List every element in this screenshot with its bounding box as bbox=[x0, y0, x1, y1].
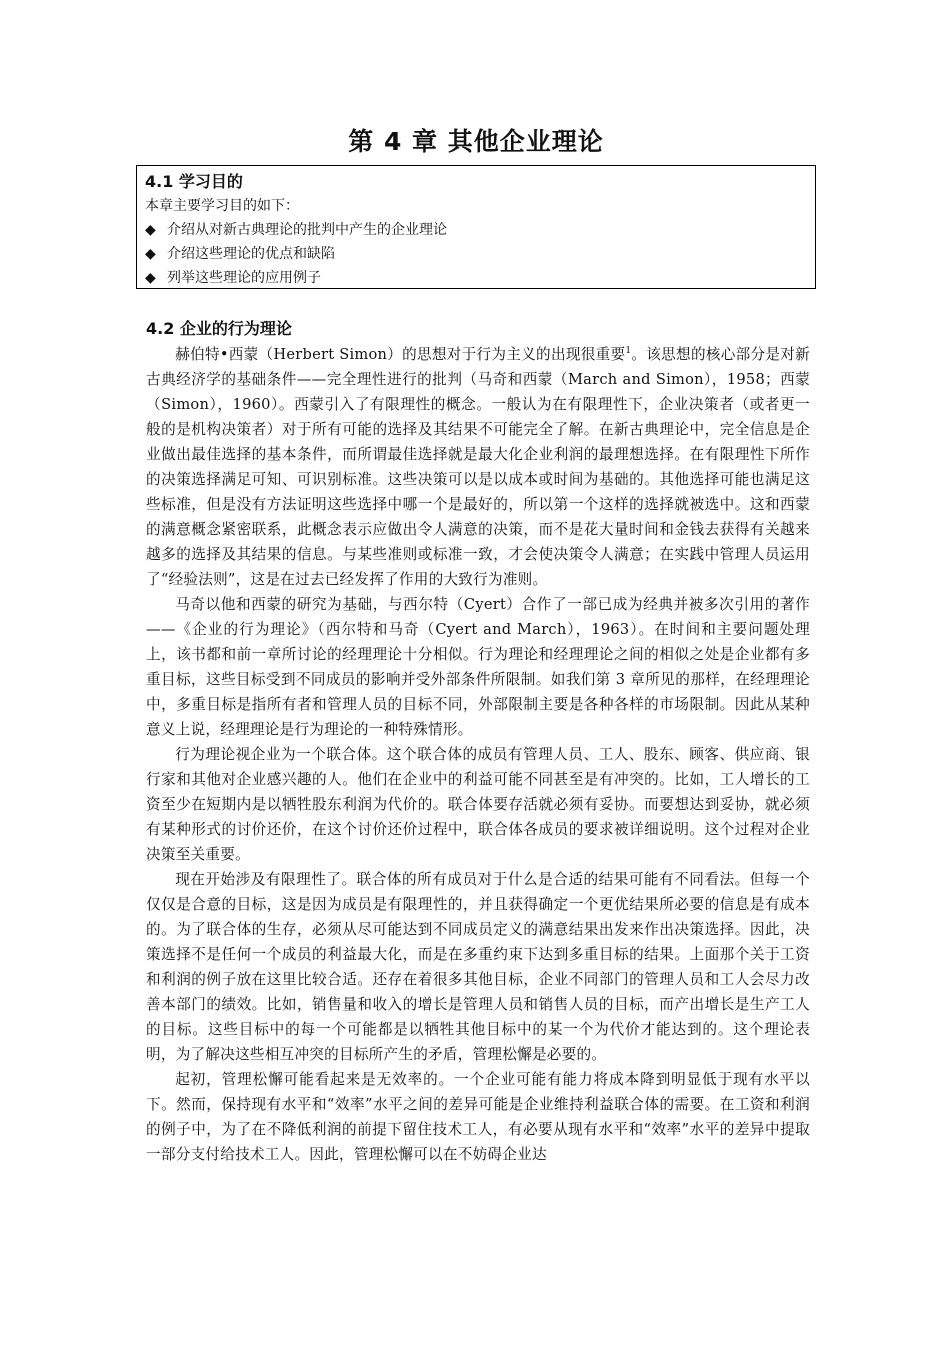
objective-item bbox=[145, 218, 807, 242]
paragraph bbox=[146, 342, 810, 592]
paragraph: 现在开始涉及有限理性了。联合体的所有成员对于什么是合适的结果可能有不同看法。但每一个仅仅是合意的目标，这是因为成员是有限理性的，并且获得确定一个更优结果所必要的信息是有成本的。为了联合体的生存，必须从尽可能达到不同成员定义的满意结果出发来作出决策选择。因此，决策选择不是任何一个成员的利益最大化，而是在多重约束下达到多重目标的结果。上面那个关于工资和利润的例子放在这里比较合适。还存在着很多其他目标，企业不同部门的管理人员和工人会尽力改善本部门的绩效。比如，销售量和收入的增长是管理人员和销售人员的目标，而产出增长是生产工人的目标。这些目标中的每一个可能都是以牺牲其他目标中的某一个为代价才能达到的。这个理论表明，为了解决这些相互冲突的目标所产生的矛盾，管理松懈是必要的。 bbox=[146, 871, 810, 1063]
objective-text: 介绍这些理论的优点和缺陷 bbox=[167, 246, 335, 262]
objective-text: 列举这些理论的应用例子 bbox=[167, 270, 321, 286]
objectives-heading: 4.1 学习目的 bbox=[145, 172, 243, 191]
diamond-bullet-icon: ◆ bbox=[145, 222, 156, 238]
objective-item bbox=[145, 242, 807, 266]
learning-objectives-box bbox=[136, 165, 816, 289]
paragraph: 行为理论视企业为一个联合体。这个联合体的成员有管理人员、工人、股东、顾客、供应商、银行家和其他对企业感兴趣的人。他们在企业中的利益可能不同甚至是有冲突的。比如，工人增长的工资至少在短期内是以牺牲股东利润为代价的。联合体要存活就必须有妥协。而要想达到妥协，就必须有某种形式的讨价还价，在这个讨价还价过程中，联合体各成员的要求被详细说明。这个过程对企业决策至关重要。 bbox=[146, 746, 810, 863]
paragraph: 马奇以他和西蒙的研究为基础，与西尔特（Cyert）合作了一部已成为经典并被多次引用的著作——《企业的行为理论》（西尔特和马奇（Cyert and March），1963）。在时间和主要问题处理上，该书都和前一章所讨论的经理理论十分相似。行为理论和经理理论之间的相似之处是企业都有多重目标，这些目标受到不同成员的影响并受外部条件所限制。如我们第 3 章所见的那样，在经理理论中，多重目标是指所有者和管理人员的目标不同，外部限制主要是各种各样的市场限制。因此从某种意义上说，经理理论是行为理论的一种特殊情形。 bbox=[146, 596, 810, 738]
paragraph-text: 赫伯特•西蒙（Herbert Simon）的思想对于行为主义的出现很重要 bbox=[175, 346, 626, 363]
diamond-bullet-icon: ◆ bbox=[145, 246, 156, 262]
diamond-bullet-icon: ◆ bbox=[145, 270, 156, 286]
paragraph: 起初，管理松懈可能看起来是无效率的。一个企业可能有能力将成本降到明显低于现有水平以下。然而，保持现有水平和“效率”水平之间的差异可能是企业维持利益联合体的需要。在工资和利润的例子中，为了在不降低利润的前提下留住技术工人，有必要从现有水平和“效率”水平的差异中提取一部分支付给技术工人。因此，管理松懈可以在不妨碍企业达 bbox=[146, 1071, 810, 1163]
footnote-marker[interactable]: 1 bbox=[625, 346, 632, 357]
section-behavioral-theory bbox=[146, 316, 810, 1167]
objective-item bbox=[145, 266, 807, 290]
paragraph-text: 。该思想的核心部分是对新古典经济学的基础条件——完全理性进行的批判（马奇和西蒙（March and Simon），1958；西蒙（Simon），1960）。西蒙引入了有限理性的概念。一般认为在有限理性下，企业决策者（或者更一般的是机构决策者）对于所有可能的选择及其结果不可能完全了解。在新古典理论中，完全信息是企业做出最佳选择的基本条件，而所谓最佳选择就是最大化企业利润的最理想选择。在有限理性下所作的决策选择满足可知、可识别标准。这些决策可以是以成本或时间为基础的。其他选择可能也满足这些标准，但是没有方法证明这些选择中哪一个是最好的，所以第一个这样的选择就被选中。这和西蒙的满意概念紧密联系，此概念表示应做出令人满意的决策，而不是花大量时间和金钱去获得有关越来越多的选择及其结果的信息。与某些准则或标准一致，才会使决策令人满意；在实践中管理人员运用了“经验法则”，这是在过去已经发挥了作用的大致行为准则。 bbox=[146, 346, 810, 588]
objectives-intro: 本章主要学习目的如下： bbox=[145, 198, 299, 214]
section-title: 4.2 企业的行为理论 bbox=[146, 319, 292, 338]
objective-text: 介绍从对新古典理论的批判中产生的企业理论 bbox=[167, 222, 447, 238]
chapter-title: 第 4 章 其他企业理论 bbox=[348, 127, 604, 156]
